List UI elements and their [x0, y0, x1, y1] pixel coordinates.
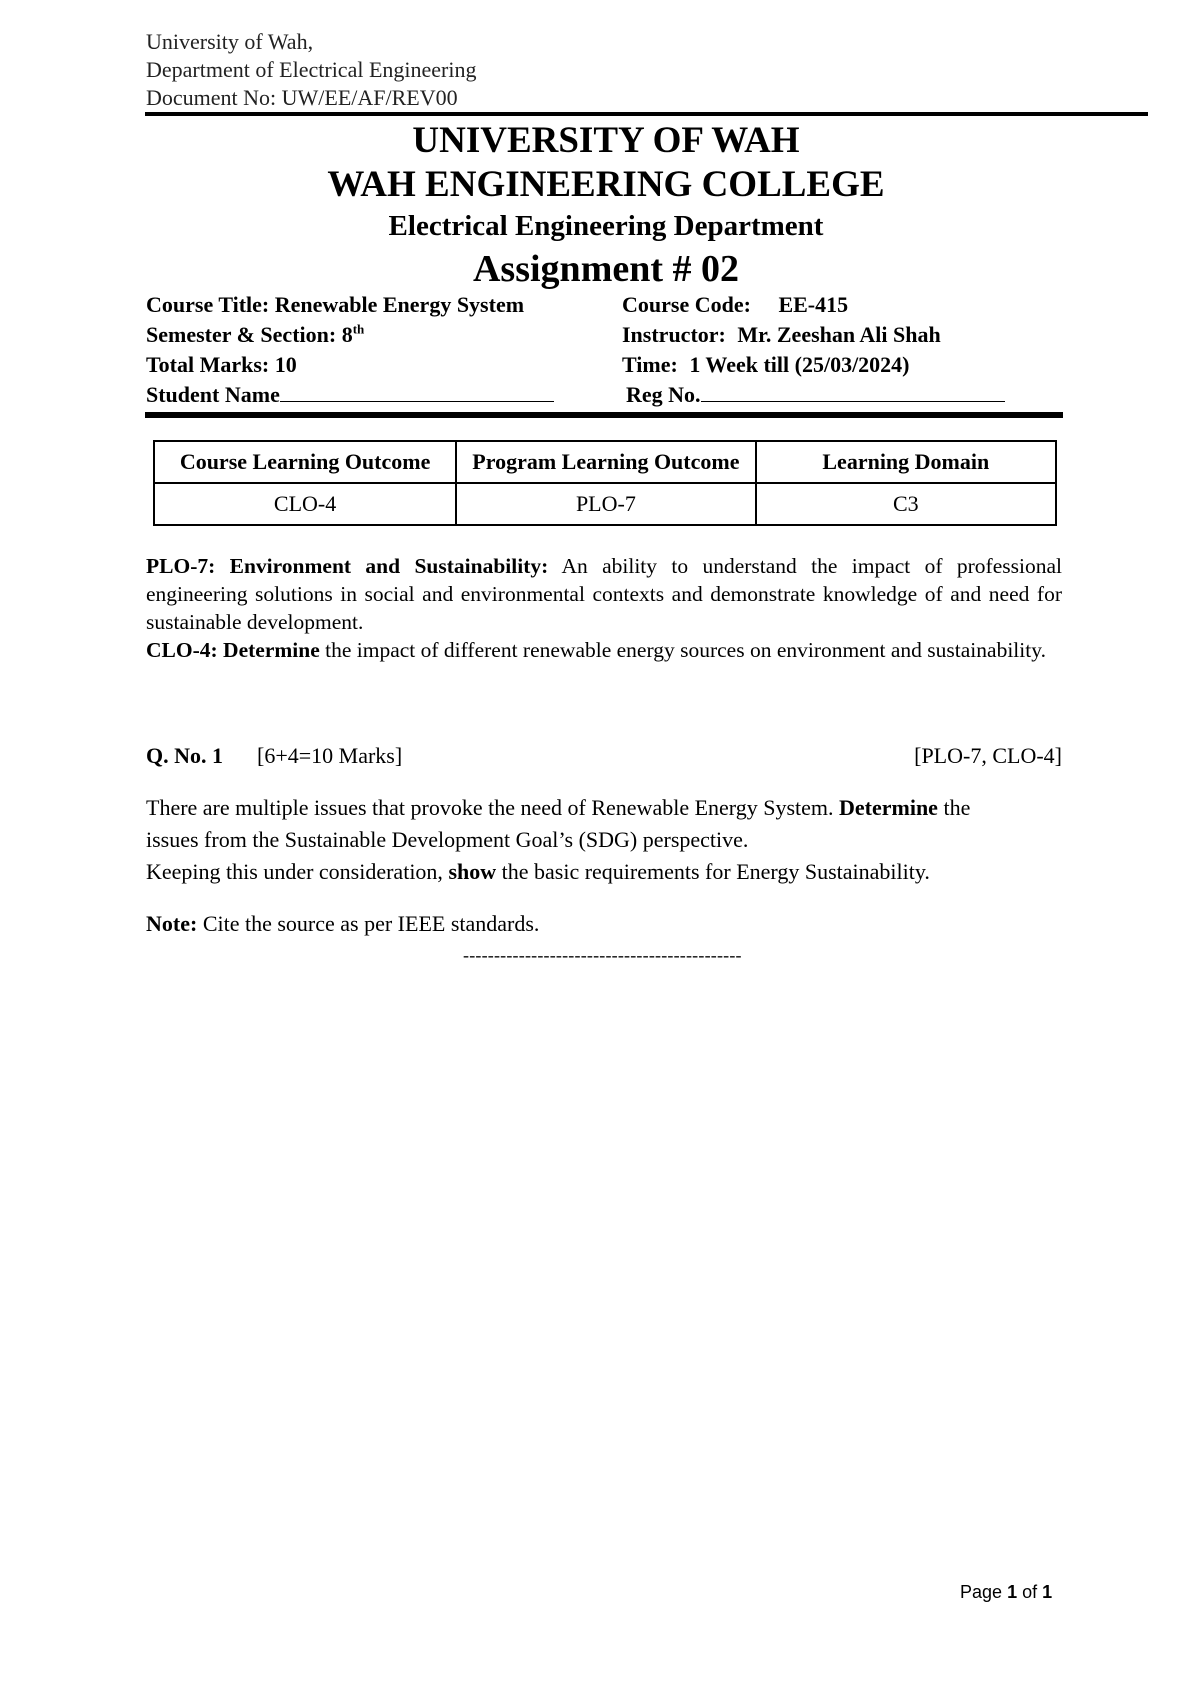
time — [622, 350, 910, 380]
instructor — [622, 320, 941, 350]
cell-clo: CLO-4 — [154, 483, 456, 525]
question-line-1 — [146, 792, 1076, 824]
course-code — [622, 290, 848, 320]
header-divider — [145, 112, 1148, 116]
footer-current-page: 1 — [1007, 1582, 1018, 1602]
plo-description — [146, 552, 1062, 636]
question-header — [146, 741, 1062, 771]
outcomes-data-row — [154, 483, 1056, 525]
end-separator: --------------------------------------------- — [463, 945, 742, 965]
question-line-3-text: Keeping this under consideration, — [146, 859, 443, 884]
course-title: Course Title: Renewable Energy System — [146, 292, 525, 317]
time-value: 1 Week till (25/03/2024) — [689, 352, 910, 377]
course-code-value: EE-415 — [778, 292, 849, 317]
page-footer — [960, 1580, 1052, 1604]
clo-description — [146, 636, 1062, 664]
question-line-3 — [146, 856, 1076, 888]
semester-superscript: th — [352, 321, 365, 337]
clo-label: CLO-4: — [146, 638, 218, 662]
clo-text: the impact of different renewable energy sources on environment and sustainability. — [325, 638, 1046, 662]
total-marks: Total Marks: 10 — [146, 352, 297, 377]
student-name-blank[interactable] — [280, 381, 554, 402]
time-label: Time: — [622, 352, 678, 377]
question-marks: [6+4=10 Marks] — [257, 743, 403, 768]
department-title: Electrical Engineering Department — [388, 210, 824, 242]
question-line-1-text: There are multiple issues that provoke the need of Renewable Energy System. — [146, 795, 834, 820]
cell-plo: PLO-7 — [456, 483, 755, 525]
university-title: UNIVERSITY OF WAH — [412, 120, 800, 161]
question-line-1-end: the — [943, 795, 971, 820]
footer-total-pages: 1 — [1042, 1582, 1053, 1602]
plo-text: An ability to understand the impact of professional engineering solutions in social and environmental contexts and demonstrate knowledge of and need for sustainable development. — [146, 554, 1062, 634]
letterhead-document-number: Document No: UW/EE/AF/REV00 — [146, 85, 458, 110]
header-program-learning-outcome: Program Learning Outcome — [456, 441, 755, 483]
letterhead-university: University of Wah, — [146, 29, 314, 54]
instructor-label: Instructor: — [622, 322, 726, 347]
plo-label: PLO-7: Environment and Sustainability: — [146, 554, 549, 578]
course-code-label: Course Code: — [622, 292, 751, 317]
note-text: Cite the source as per IEEE standards. — [202, 911, 540, 936]
reg-no-blank[interactable] — [701, 381, 1005, 402]
question-line-1-verb: Determine — [839, 795, 938, 820]
question-line-3-verb: show — [448, 859, 497, 884]
letterhead — [146, 28, 476, 112]
college-title: WAH ENGINEERING COLLEGE — [327, 164, 885, 205]
outcomes-table — [153, 440, 1057, 526]
question-number: Q. No. 1 — [146, 743, 223, 768]
question-mapping: [PLO-7, CLO-4] — [914, 743, 1062, 768]
reg-no-label: Reg No. — [626, 382, 701, 407]
outcomes-header-row — [154, 441, 1056, 483]
student-name — [146, 380, 554, 410]
question-line-2: issues from the Sustainable Development Goal’s (SDG) perspective. — [146, 827, 749, 852]
info-divider — [145, 412, 1063, 418]
clo-verb: Determine — [223, 638, 320, 662]
student-name-label: Student Name — [146, 382, 280, 407]
note — [146, 909, 539, 939]
instructor-name: Mr. Zeeshan Ali Shah — [737, 322, 941, 347]
footer-page-word: Page — [960, 1582, 1003, 1602]
header-course-learning-outcome: Course Learning Outcome — [154, 441, 456, 483]
reg-no — [626, 380, 1005, 410]
semester-section — [146, 320, 364, 350]
header-learning-domain: Learning Domain — [756, 441, 1056, 483]
note-label: Note: — [146, 911, 198, 936]
cell-domain: C3 — [756, 483, 1056, 525]
semester-label: Semester & Section: 8 — [146, 322, 353, 347]
footer-of-word: of — [1022, 1582, 1038, 1602]
letterhead-department: Department of Electrical Engineering — [146, 57, 477, 82]
question-line-3-end: the basic requirements for Energy Sustainability. — [501, 859, 930, 884]
assignment-title: Assignment # 02 — [472, 248, 740, 290]
